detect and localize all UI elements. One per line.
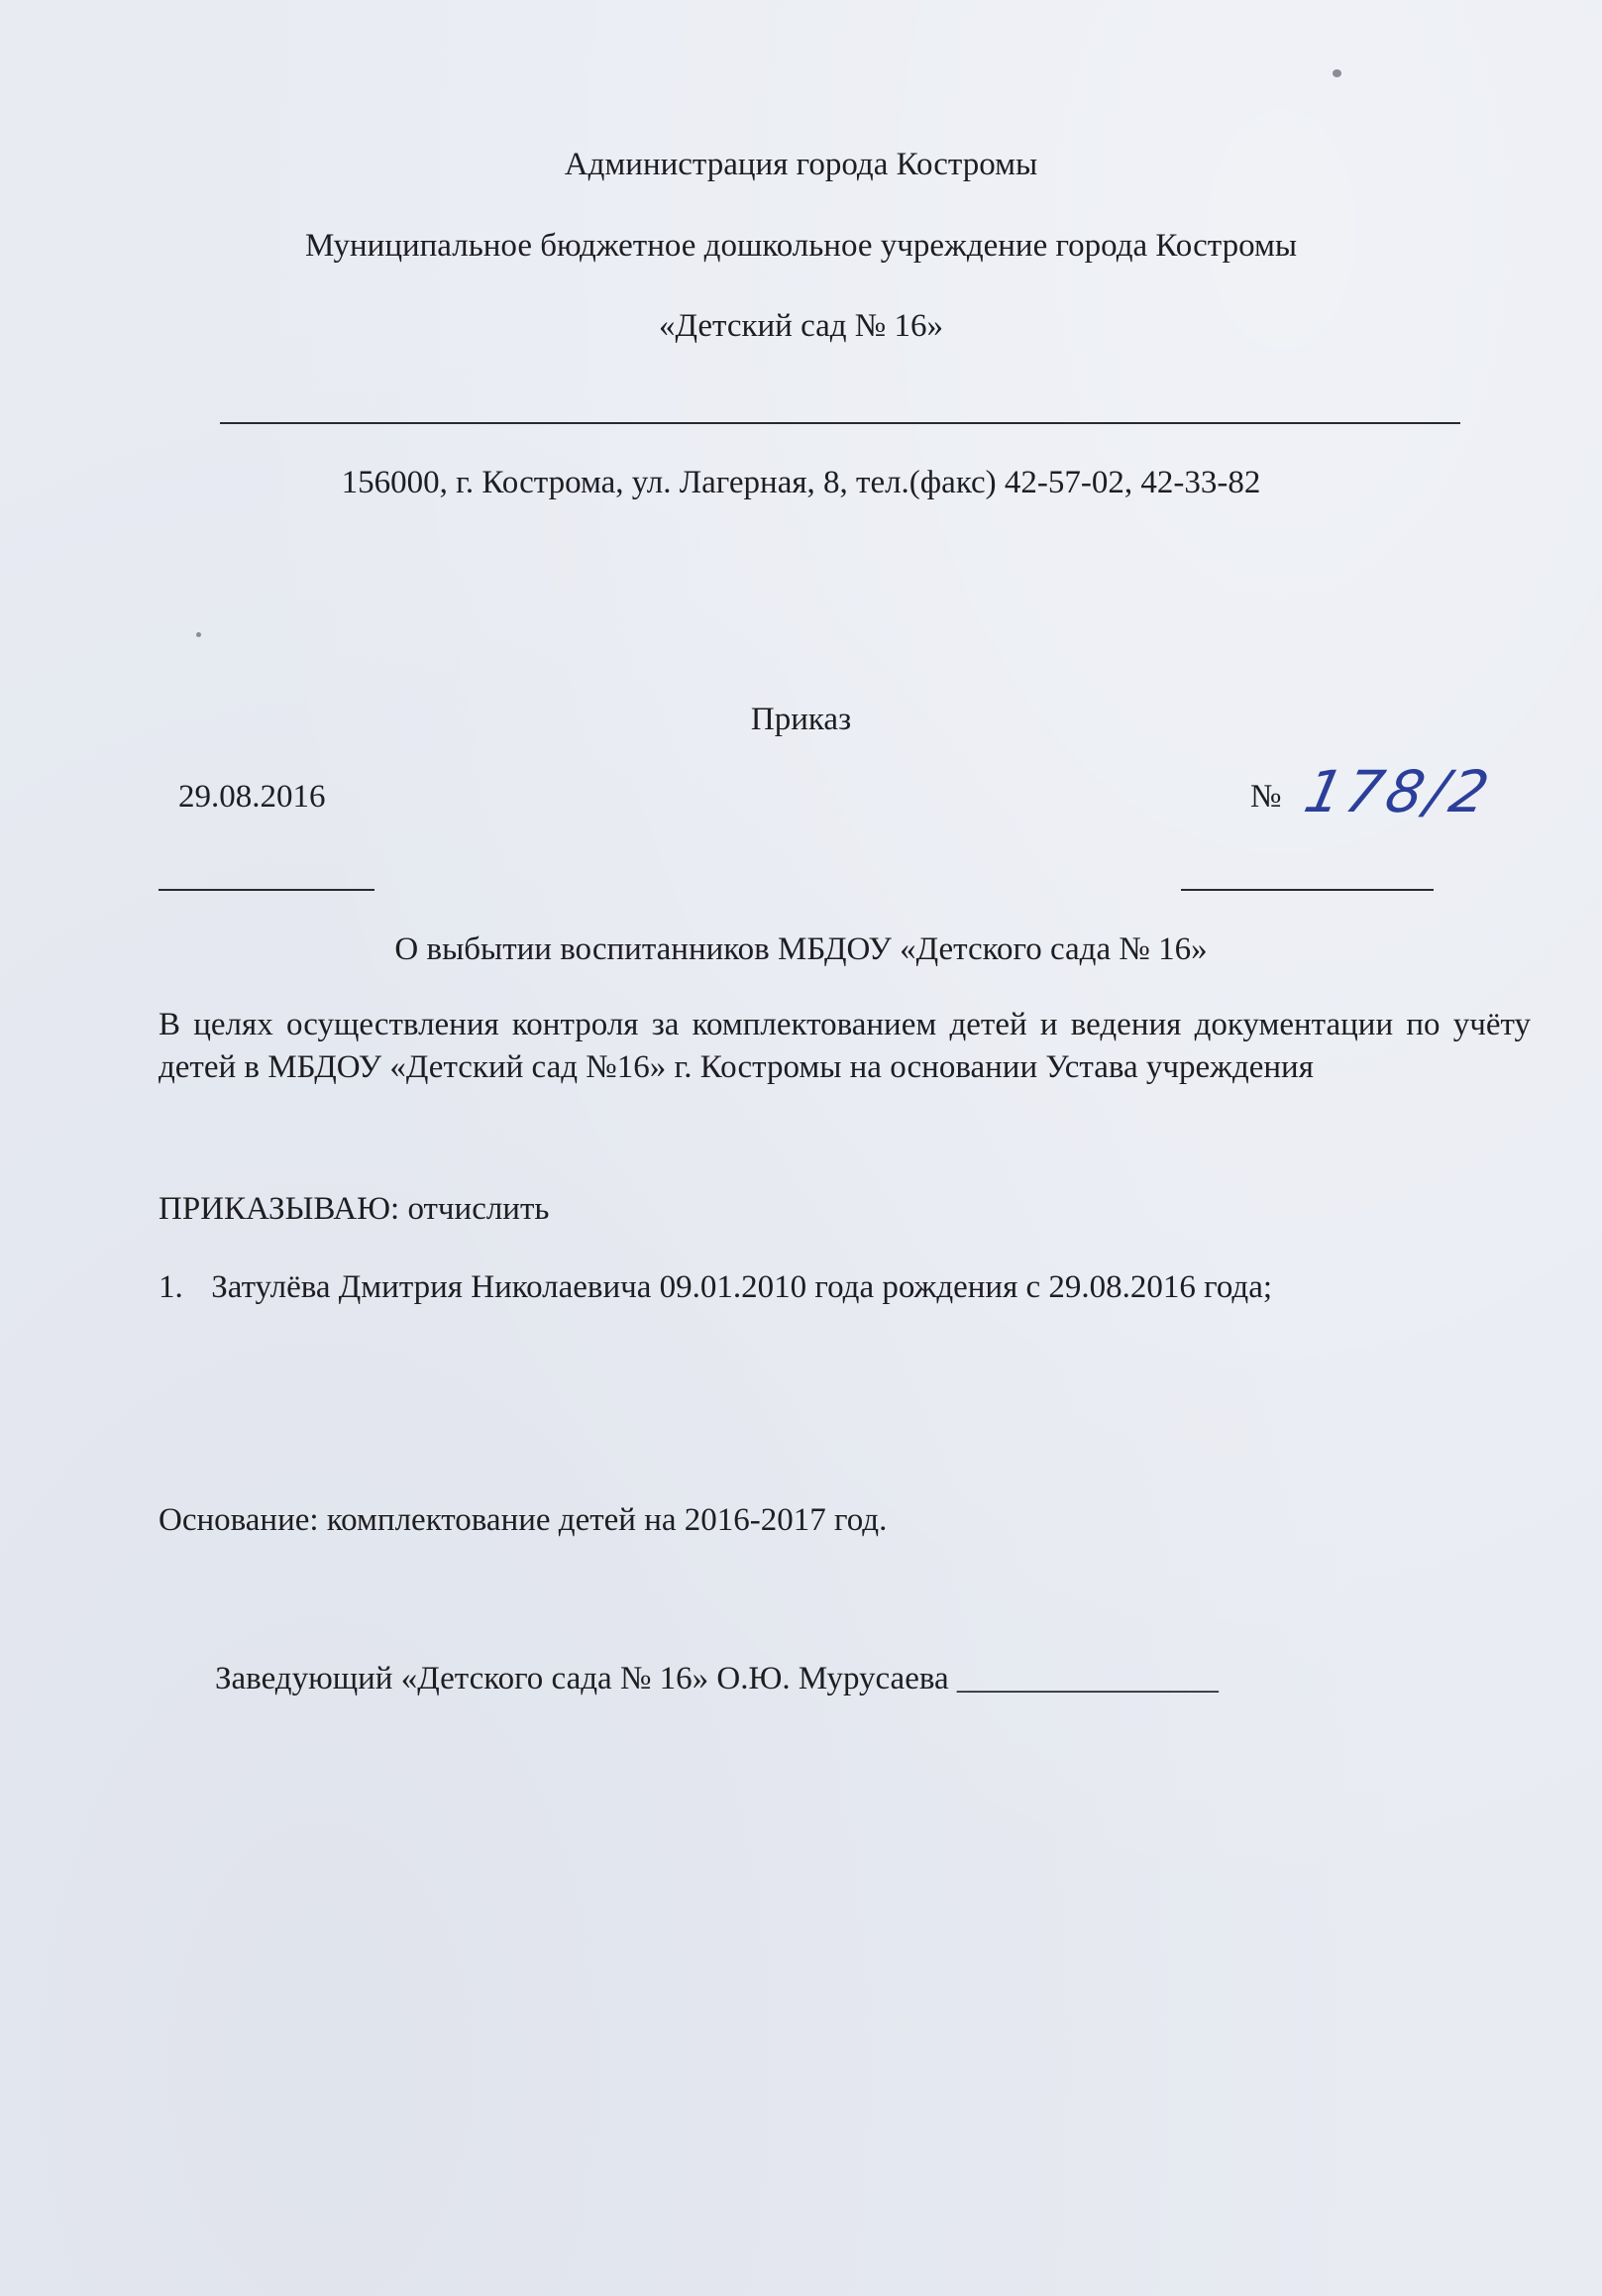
preamble-paragraph: В целях осуществления контроля за комплектованием детей и ведения документации по учёту детей в МБДОУ «Детский сад №16» г. Костромы на основании Устава учреждения xyxy=(159,1007,1531,1085)
order-date: 29.08.2016 xyxy=(178,779,326,815)
institution-name: Муниципальное бюджетное дошкольное учреждение города Костромы xyxy=(304,228,1298,264)
signature-text: Заведующий «Детского сада № 16» О.Ю. Мурусаева xyxy=(215,1661,949,1696)
administration-title: Администрация города Костромы xyxy=(564,147,1038,182)
signature-block xyxy=(215,1658,1219,1700)
kindergarten-name: «Детский сад № 16» xyxy=(658,308,944,344)
basis-line: Основание: комплектование детей на 2016-2017 год. xyxy=(159,1502,888,1538)
list-item-number: 1. xyxy=(159,1269,183,1305)
list-item-text: Затулёва Дмитрия Николаевича 09.01.2010 года рождения с 29.08.2016 года; xyxy=(211,1269,1273,1305)
order-number-handwritten xyxy=(1298,755,1499,829)
date-underline xyxy=(159,889,374,891)
order-title: Приказ xyxy=(750,702,852,737)
handwritten-number: 178/2 xyxy=(1298,758,1499,825)
address-line: 156000, г. Кострома, ул. Лагерная, 8, тел.(факс) 42-57-02, 42-33-82 xyxy=(341,465,1261,500)
directive-line: ПРИКАЗЫВАЮ: отчислить xyxy=(159,1191,550,1227)
signature-line: ________________ xyxy=(956,1661,1219,1696)
paper-speck xyxy=(1333,69,1341,77)
order-number-sign: № xyxy=(1250,779,1282,815)
number-underline xyxy=(1181,889,1434,891)
paper-speck xyxy=(196,632,201,637)
list-item xyxy=(159,1266,1272,1309)
order-subject: О выбытии воспитанников МБДОУ «Детского сада № 16» xyxy=(394,931,1208,967)
header-divider xyxy=(220,422,1460,424)
